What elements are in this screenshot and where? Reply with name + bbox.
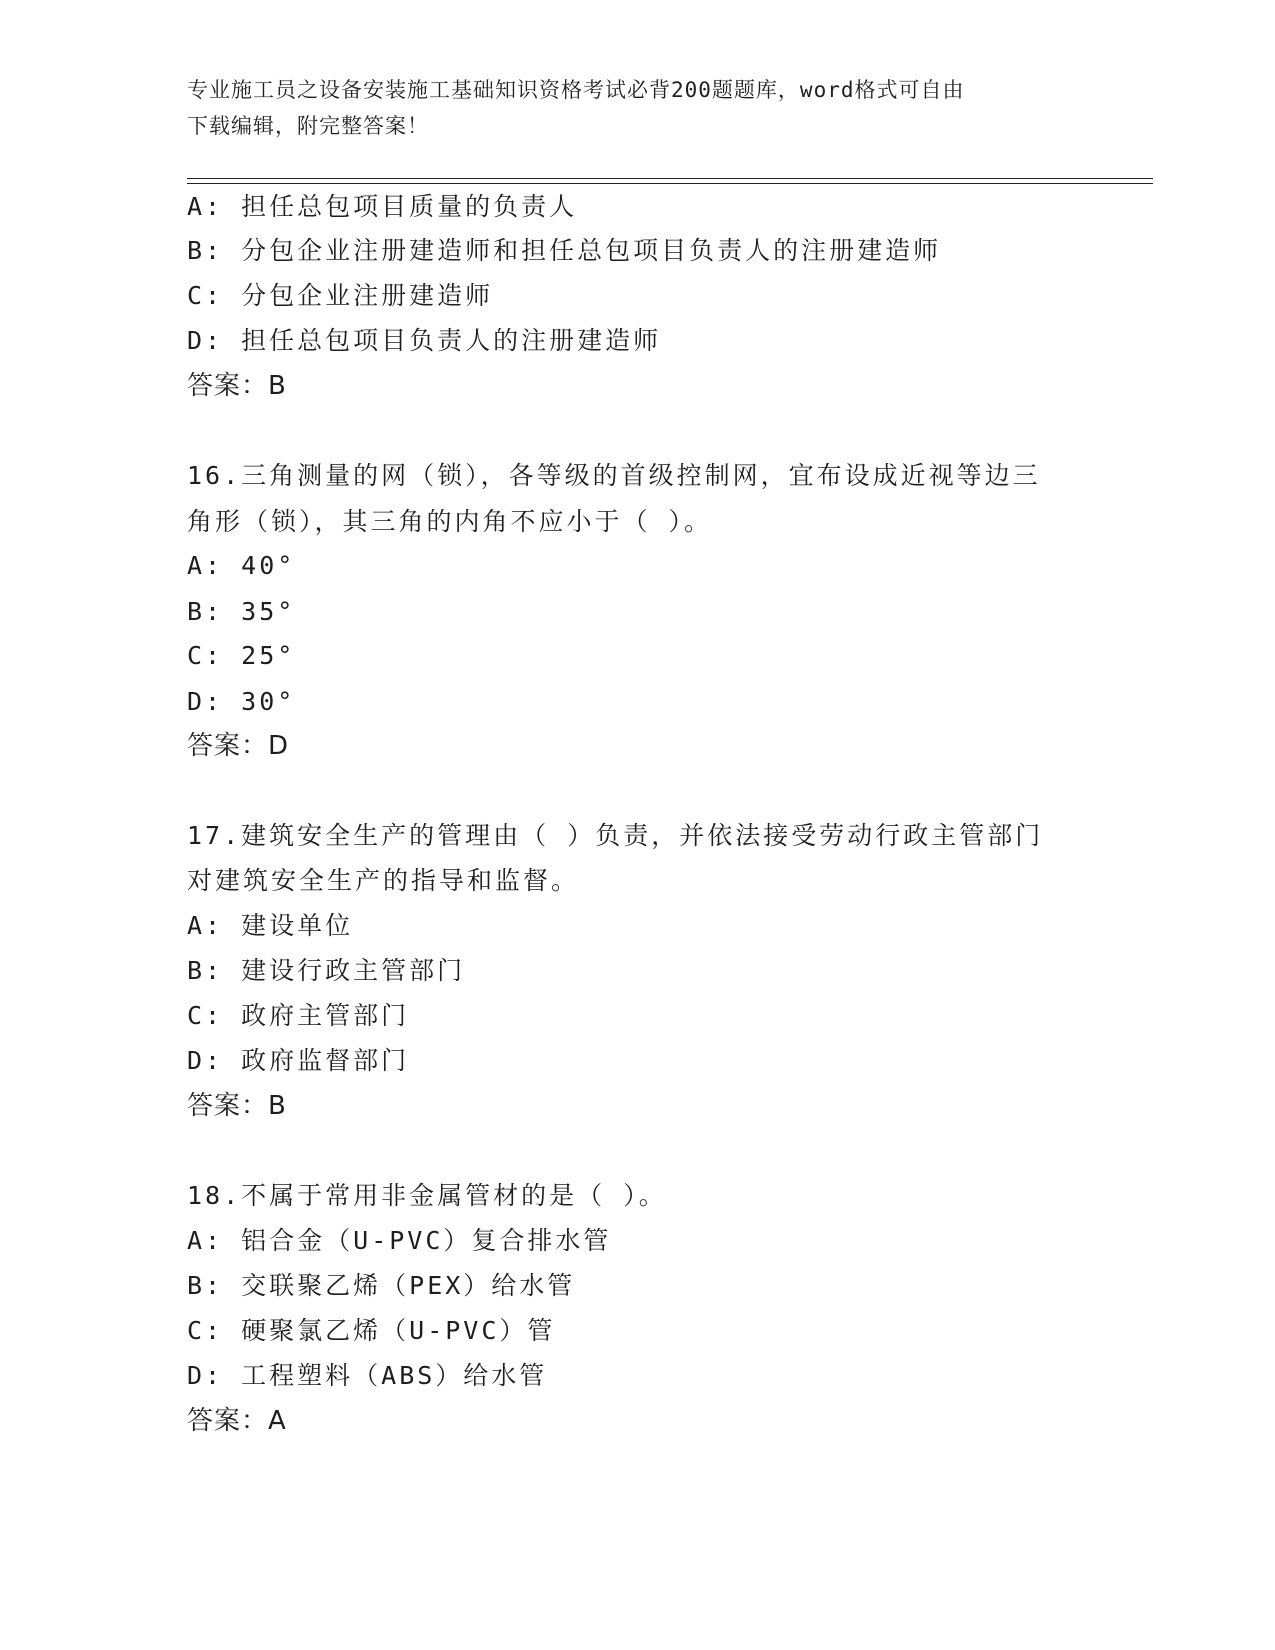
q15-option-a: A: 担任总包项目质量的负责人 <box>187 192 578 221</box>
q15-option-d: D: 担任总包项目负责人的注册建造师 <box>187 326 662 355</box>
q16-stem-line-1: 16.三角测量的网（锁），各等级的首级控制网，宜布设成近视等边三 <box>187 461 1041 490</box>
q16-option-c: C: 25° <box>187 641 296 670</box>
q17-option-d: D: 政府监督部门 <box>187 1046 410 1075</box>
q15-option-b: B: 分包企业注册建造师和担任总包项目负责人的注册建造师 <box>187 236 942 265</box>
q18-answer: 答案：A <box>187 1406 287 1436</box>
q18-option-a: A: 铝合金（U-PVC）复合排水管 <box>187 1226 612 1255</box>
q15-answer: 答案：B <box>187 371 287 401</box>
q17-option-a: A: 建设单位 <box>187 911 354 940</box>
q16-answer: 答案：D <box>187 731 290 761</box>
q15-option-c: C: 分包企业注册建造师 <box>187 281 494 310</box>
q16-option-a: A: 40° <box>187 551 296 580</box>
q18-option-b: B: 交联聚乙烯（PEX）给水管 <box>187 1271 576 1300</box>
header-line-2: 下载编辑，附完整答案！ <box>187 114 429 138</box>
q18-stem-line-1: 18.不属于常用非金属管材的是（ ）。 <box>187 1181 667 1210</box>
q16-option-b: B: 35° <box>187 597 296 626</box>
q17-answer: 答案：B <box>187 1091 287 1121</box>
q17-option-c: C: 政府主管部门 <box>187 1001 410 1030</box>
q18-option-d: D: 工程塑料（ABS）给水管 <box>187 1361 548 1390</box>
header-divider-top <box>187 178 1153 179</box>
header-divider-bottom <box>187 183 1153 184</box>
q16-option-d: D: 30° <box>187 687 296 716</box>
q17-option-b: B: 建设行政主管部门 <box>187 956 466 985</box>
q17-stem-line-1: 17.建筑安全生产的管理由（ ）负责，并依法接受劳动行政主管部门 <box>187 821 1044 850</box>
q18-option-c: C: 硬聚氯乙烯（U-PVC）管 <box>187 1316 556 1345</box>
document-header <box>187 72 1087 144</box>
q17-stem-line-2: 对建筑安全生产的指导和监督。 <box>187 866 580 895</box>
q16-stem-line-2: 角形（锁），其三角的内角不应小于（ ）。 <box>187 507 713 536</box>
header-line-1: 专业施工员之设备安装施工基础知识资格考试必背200题题库，word格式可自由 <box>187 78 965 102</box>
